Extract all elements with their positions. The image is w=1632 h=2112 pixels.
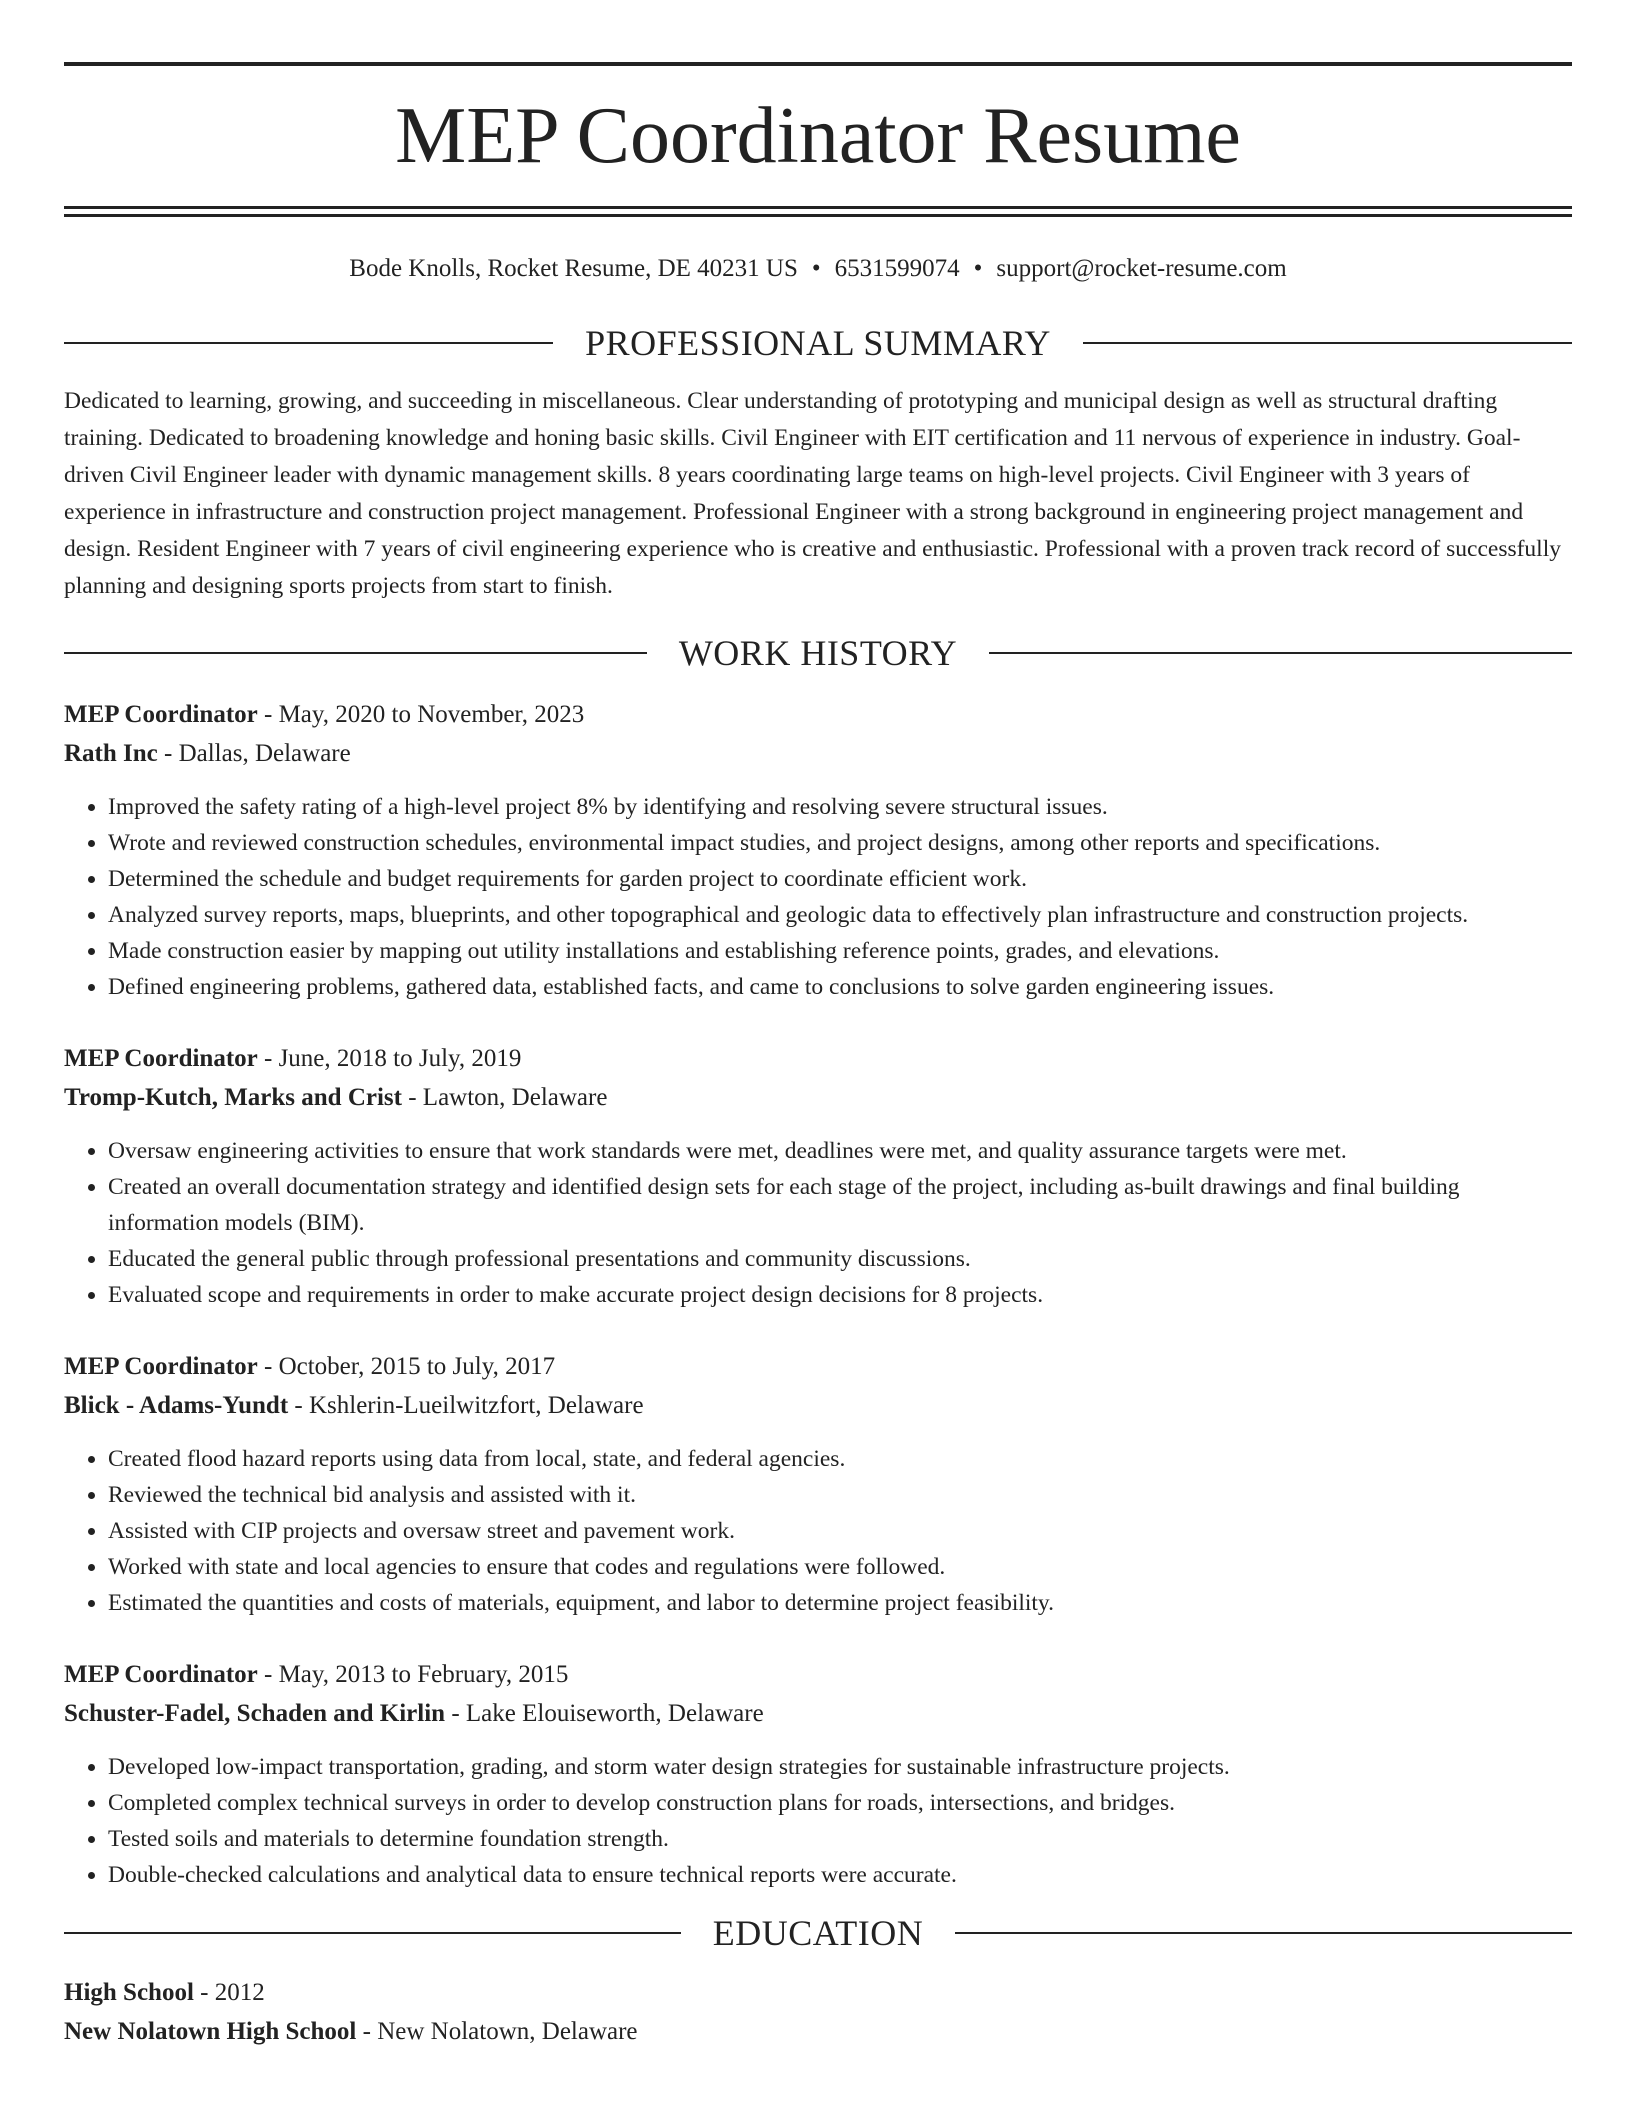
job-title-line [64,1039,1572,1078]
heading-rule-right [1083,342,1572,344]
job-dates: - May, 2020 to November, 2023 [257,701,585,728]
summary-text: Dedicated to learning, growing, and succeeding in miscellaneous. Clear understanding of prototyping and municipal design as well as structural drafting training. Dedicated to broadening knowledge and honing basic skills. Civil Engineer with EIT certification and 11 nervous of experience in industry. Goal-driven Civil Engineer leader with dynamic management skills. 8 years coordinating large teams on high-level projects. Civil Engineer with 3 years of experience in infrastructure and construction project management. Professional Engineer with a strong background in engineering project management and design. Resident Engineer with 7 years of civil engineering experience who is creative and enthusiastic. Professional with a proven track record of successfully planning and designing sports projects from start to finish. [64,388,1561,599]
job-bullet: • Oversaw engineering activities to ensure that work standards were met, deadlines were met, and quality assurance targets were met. [108,1133,1572,1169]
heading-rule-right [989,652,1572,654]
job-bullet: • Determined the schedule and budget requirements for garden project to coordinate efficient work. [108,861,1572,897]
job-entry [64,1347,1572,1621]
job-bullet: • Defined engineering problems, gathered data, established facts, and came to conclusions to solve garden engineering issues. [108,969,1572,1005]
job-bullet: • Double-checked calculations and analytical data to ensure technical reports were accurate. [108,1857,1572,1893]
job-dates: - October, 2015 to July, 2017 [257,1353,556,1380]
job-company: Rath Inc [64,740,158,767]
education-degree: High School [64,1979,194,2006]
education-location: - New Nolatown, Delaware [356,2018,638,2045]
job-bullet: • Improved the safety rating of a high-level project 8% by identifying and resolving severe structural issues. [108,789,1572,825]
contact-address: Bode Knolls, Rocket Resume, DE 40231 US [349,255,798,282]
job-company-line [64,734,1572,773]
job-title-line [64,695,1572,734]
job-location: - Kshlerin-Lueilwitzfort, Delaware [288,1392,644,1419]
contact-line [64,251,1572,287]
contact-separator: • [811,255,821,282]
job-entry [64,1039,1572,1313]
job-dates: - May, 2013 to February, 2015 [257,1661,569,1688]
job-company: Blick - Adams-Yundt [64,1392,289,1419]
job-dates: - June, 2018 to July, 2019 [257,1045,522,1072]
job-company-line [64,1078,1572,1117]
job-bullets [64,1749,1572,1893]
education-entry [64,1973,1572,2051]
job-bullets [64,1441,1572,1621]
job-bullet: • Analyzed survey reports, maps, blueprints, and other topographical and geologic data to effectively plan infrastructure and construction projects. [108,897,1572,933]
job-bullet: • Worked with state and local agencies to ensure that codes and regulations were followed. [108,1549,1572,1585]
job-title-line [64,1347,1572,1386]
education-school-line [64,2012,1572,2051]
job-bullet: • Evaluated scope and requirements in order to make accurate project design decisions for 8 projects. [108,1277,1572,1313]
job-location: - Lake Elouiseworth, Delaware [445,1700,764,1727]
heading-rule-right [955,1932,1572,1934]
contact-phone: 6531599074 [834,255,960,282]
job-entry [64,1655,1572,1893]
heading-rule-left [64,652,647,654]
resume-page [64,0,1572,2051]
job-bullet: • Educated the general public through professional presentations and community discussions. [108,1241,1572,1277]
job-title-line [64,1655,1572,1694]
job-bullet: • Reviewed the technical bid analysis and assisted with it. [108,1477,1572,1513]
job-company-line [64,1694,1572,1733]
job-company-line [64,1386,1572,1425]
education-degree-line [64,1973,1572,2012]
job-title: MEP Coordinator [64,1353,258,1380]
job-bullet: • Created flood hazard reports using data from local, state, and federal agencies. [108,1441,1572,1477]
heading-rule-left [64,342,553,344]
work-history-heading [64,631,1572,675]
job-title: MEP Coordinator [64,701,258,728]
job-title: MEP Coordinator [64,1045,258,1072]
education-heading-label: EDUCATION [712,1913,924,1953]
summary-heading-label: PROFESSIONAL SUMMARY [585,323,1051,363]
job-bullets [64,1133,1572,1313]
heading-rule-left [64,1932,681,1934]
job-bullet: • Made construction easier by mapping out utility installations and establishing reference points, grades, and elevations. [108,933,1572,969]
work-history-heading-label: WORK HISTORY [678,633,958,673]
job-entry [64,695,1572,1005]
education-heading [64,1911,1572,1955]
summary-heading [64,321,1572,365]
job-bullet: • Estimated the quantities and costs of materials, equipment, and labor to determine project feasibility. [108,1585,1572,1621]
education-school: New Nolatown High School [64,2018,357,2045]
job-bullet: • Completed complex technical surveys in order to develop construction plans for roads, intersections, and bridges. [108,1785,1572,1821]
job-bullet: • Tested soils and materials to determine foundation strength. [108,1821,1572,1857]
contact-email[interactable]: support@rocket-resume.com [996,255,1287,282]
job-bullet: • Developed low-impact transportation, grading, and storm water design strategies for sustainable infrastructure projects. [108,1749,1572,1785]
title-double-rule [64,206,1572,217]
job-bullet: • Assisted with CIP projects and oversaw street and pavement work. [108,1513,1572,1549]
job-company: Schuster-Fadel, Schaden and Kirlin [64,1700,446,1727]
education-year: - 2012 [193,1979,265,2006]
job-bullet: • Created an overall documentation strategy and identified design sets for each stage of the project, including as-built drawings and final building information models (BIM). [108,1169,1572,1241]
job-title: MEP Coordinator [64,1661,258,1688]
job-location: - Dallas, Delaware [157,740,351,767]
job-location: - Lawton, Delaware [401,1084,608,1111]
job-bullets [64,789,1572,1005]
job-company: Tromp-Kutch, Marks and Crist [64,1084,402,1111]
resume-title: MEP Coordinator Resume [395,92,1241,180]
job-bullet: • Wrote and reviewed construction schedules, environmental impact studies, and project designs, among other reports and specifications. [108,825,1572,861]
contact-separator: • [973,255,983,282]
work-history-list [64,695,1572,1893]
